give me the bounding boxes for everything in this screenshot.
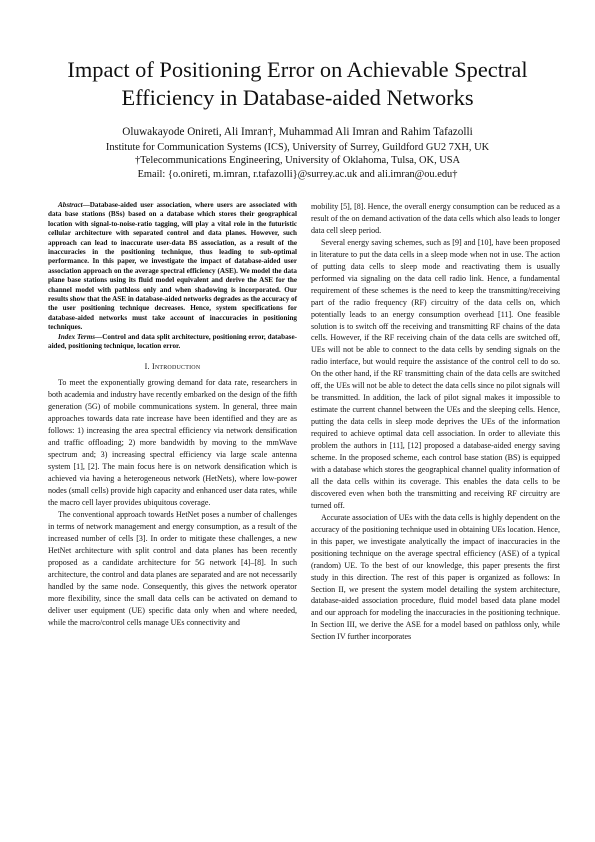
author-names: Oluwakayode Onireti, Ali Imran†, Muhammad Ali Imran and Rahim Tafazolli — [122, 126, 473, 138]
author-block — [40, 126, 555, 181]
right-column — [311, 201, 560, 643]
abstract — [48, 201, 297, 333]
affiliation-2: †Telecommunications Engineering, University of Oklahoma, Tulsa, OK, USA — [134, 155, 461, 166]
body-paragraph: Several energy saving schemes, such as [9] and [10], have been proposed in literature to put the data cells in a sleep mode when not in use. The action of putting data cells to sleep mode and reactivating them is usually performed via signaling on the data cell radio link. Hence, a fundamental requirement of these schemes is the need to keep the transmitting/receiving part of the radio frequency (RF) circuitry of the data cells on, which potentially leads to an energy consumption overhead [11]. One feasible solution is to switch off the receiving and transmitting RF chains of the data cells. However, if the RF receiving chain of the data cells are switched off, UEs will not be able to connect to the data cells by sending signals on the radio interface, but would require the assistance of the control cell to do so. On the other hand, if the RF transmitting chain of the data cells are switched off, the UEs will not be able to detect the data cells since no pilot signals will be transmitted. In addition, the lack of pilot signal makes it impossible to estimate the current channel between the UEs and the sleeping cells. Hence, putting the data cells in sleep mode deprives the UEs of the information required to achieve optimal data cell association. In order to alleviate this problem the authors in [11], [12] proposed a database-aided energy saving scheme. In the proposed scheme, each control base station (BS) is equipped with a database which stores the geographical channel quality information of all the data cells within its coverage. This enables the data cells to be discovered even when both the transmitting and receiving RF circuitry are turned off. — [311, 237, 560, 510]
index-terms-text: —Control and data split architecture, positioning error, database-aided, positioning technique, location error. — [48, 332, 297, 351]
author-email: Email: {o.onireti, m.imran, r.tafazolli}@surrey.ac.uk and ali.imran@ou.edu† — [137, 168, 458, 180]
body-paragraph: The conventional approach towards HetNet poses a number of challenges in terms of network management and energy consumption, as a result of the increased number of cells [3]. In order to mitigate these challenges, a new HetNet architecture with split control and data planes has been recently proposed as a candidate architecture for 5G network [4]–[8]. In such architecture, the control and data planes are separated and are not necessarily handled by the same node. Consequently, this gives the network operator more flexibility, since the small data cells can be activated on demand to deliver user equipment (UE) specific data only when and where needed, while the macro/control cells manage UEs connectivity and — [48, 509, 297, 627]
body-paragraph: Accurate association of UEs with the data cells is highly dependent on the accuracy of the positioning technique used in obtaining UEs location. Hence, in this paper, we investigate analytically the impact of inaccuracies in the positioning technique on the average spectral efficiency (ASE) of a typical (random) UE. To the best of our knowledge, this paper presents the first study in this direction. The rest of this paper is organized as follows: In Section II, we present the system model detailing the system architecture, database-aided association procedure, fluid model based data plane model and our approach for modeling the inaccuracies in the positioning technique. In Section III, we derive the ASE for a model based on pathloss only, while Section IV further incorporates — [311, 512, 560, 642]
body-paragraph: To meet the exponentially growing demand for data rate, researchers in both academia and industry have recently embarked on the design of the fifth generation (5G) of mobile communications system. In general, three main approaches towards data rate increase have been identified and they are as follows: 1) increasing the area spectral efficiency via network densification and traffic offloading; 2) more bandwidth by moving to the mmWave spectrum and; 3) increasing spectral efficiency via large scale antenna system [1], [2]. The main focus here is on network densification which is achieved via having a heterogeneous network (HetNets), where low-power nodes (small cells) provide high capacity and enhanced user data rates, while the macro cell layer provides ubiquitous coverage. — [48, 378, 297, 507]
index-terms — [48, 333, 297, 352]
abstract-label: Abstract — [58, 201, 83, 209]
section-heading — [48, 361, 297, 373]
body-paragraph: mobility [5], [8]. Hence, the overall energy consumption can be reduced as a result of the on demand activation of the data cells which also leads to longer data cell sleep period. — [311, 202, 560, 235]
paper-title: Impact of Positioning Error on Achievable Spectral Efficiency in Database-aided Networks — [67, 57, 528, 110]
section-number: I. — [144, 361, 150, 371]
section-title: Introduction — [151, 361, 201, 371]
index-terms-label: Index Terms — [58, 332, 96, 341]
abstract-text: —Database-aided user association, where users are associated with data base stations (BSs) based on a database which stores their geographical location with signal-to-noise-ratio tagging, will play a vital role in the futuristic cellular architecture with separated control and data planes. However, such approach can lead to inaccurate user-data BS association, as a result of the inaccuracies in the positioning technique, thus leading to sub-optimal performance. In this paper, we investigate the impact of database-aided user association approach on the average spectral efficiency (ASE). We model the data plane base stations using its fluid model equivalent and derive the ASE for the channel model with pathloss only and when shadowing is incorporated. Our results show that the ASE in database-aided networks degrades as the accuracy of the user positioning technique decreases. Hence, system specifications for database-aided networks must take account of inaccuracies in positioning techniques. — [48, 201, 298, 332]
affiliation-1: Institute for Communication Systems (ICS), University of Surrey, Guildford GU2 7XH, UK — [105, 141, 490, 153]
left-column — [48, 201, 297, 628]
